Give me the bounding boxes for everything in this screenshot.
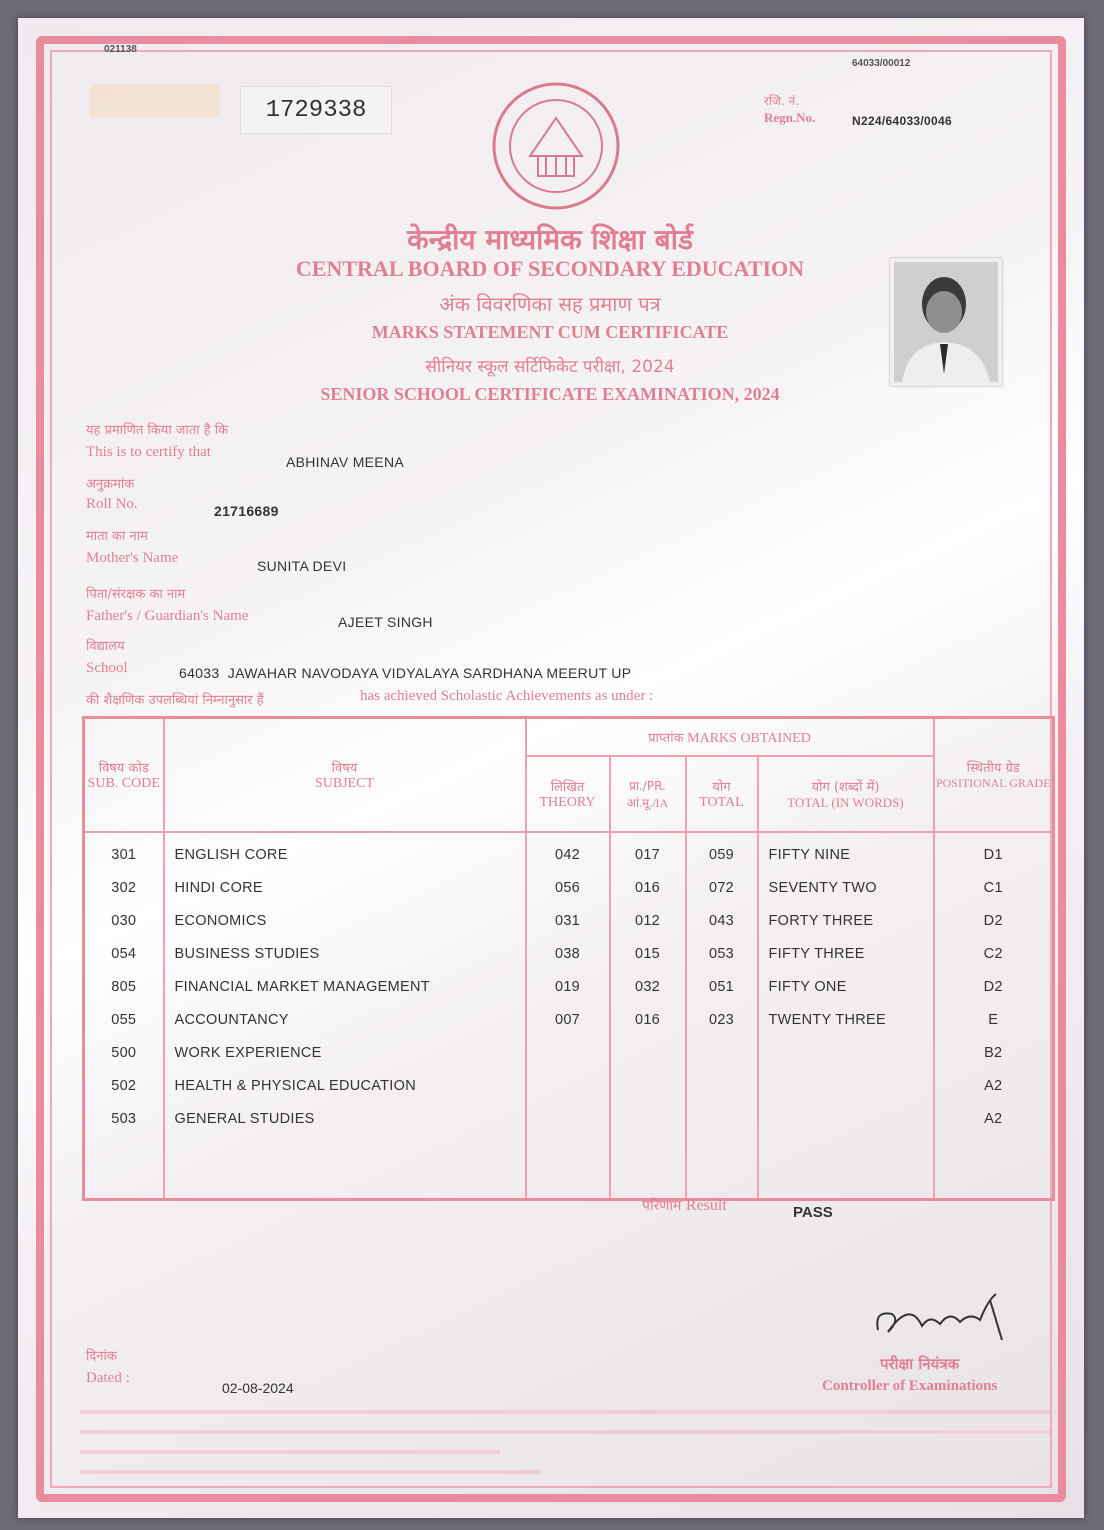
date-label-hi: दिनांक [86,1349,117,1364]
theory-marks: 019 [526,975,610,1008]
theory-marks: 031 [526,909,610,942]
practical-marks: 032 [610,975,686,1008]
subject-code: 302 [84,876,164,909]
total-in-words: FIFTY THREE [758,942,934,975]
subject-code: 502 [84,1074,164,1107]
hologram-sticker [90,84,220,118]
footnote-line [80,1430,1050,1434]
result-label: परिणाम Result [642,1197,727,1214]
candidate-name: ABHINAV MEENA [286,454,404,470]
subject-code: 503 [84,1107,164,1140]
regn-label-en: Regn.No. [764,110,816,125]
total-marks: 043 [686,909,758,942]
controller-signature-icon [870,1290,1010,1350]
mother-label-hi: माता का नाम [86,529,148,544]
marks-table [82,716,1055,1201]
col-grade-header: स्थितीय ग्रेड POSITIONAL GRADE [934,718,1054,833]
father-name: AJEET SINGH [338,614,433,630]
subject-code: 030 [84,909,164,942]
total-marks: 059 [686,832,758,876]
footnote-line [80,1450,500,1454]
table-row [84,876,1054,909]
controller-label-hi: परीक्षा नियंत्रक [880,1355,960,1373]
exam-title-hi: सीनियर स्कूल सर्टिफिकेट परीक्षा, 2024 [425,357,675,377]
certify-label-en: This is to certify that [86,444,211,460]
certify-label-hi: यह प्रमाणित किया जाता है कि [86,423,229,438]
col-code-header: विषय कोड SUB. CODE [84,718,164,833]
table-row [84,1008,1054,1041]
roll-number: 21716689 [214,503,279,519]
mother-name: SUNITA DEVI [257,558,347,574]
table-row [84,1041,1054,1074]
subject-name: FINANCIAL MARKET MANAGEMENT [164,975,526,1008]
roll-label-hi: अनुक्रमांक [86,477,135,492]
theory-marks: 007 [526,1008,610,1041]
father-label-hi: पिता/संरक्षक का नाम [86,587,186,602]
subject-name: ACCOUNTANCY [164,1008,526,1041]
table-row [84,1074,1054,1107]
grade: D2 [934,975,1054,1008]
theory-marks [526,1107,610,1140]
total-in-words: TWENTY THREE [758,1008,934,1041]
total-in-words: FIFTY ONE [758,975,934,1008]
grade: A2 [934,1107,1054,1140]
theory-marks: 038 [526,942,610,975]
col-total-header: योग TOTAL [686,756,758,832]
subject-code: 054 [84,942,164,975]
practical-marks [610,1074,686,1107]
school-label-hi: विद्यालय [86,639,125,654]
col-theory-header: लिखित THEORY [526,756,610,832]
school-name: 64033 JAWAHAR NAVODAYA VIDYALAYA SARDHANA MEERUT UP [179,665,632,681]
total-in-words [758,1041,934,1074]
theory-marks: 056 [526,876,610,909]
cbse-emblem-icon [490,80,622,212]
serial-number: 1729338 [240,86,392,134]
total-marks: 053 [686,942,758,975]
total-in-words: SEVENTY TWO [758,876,934,909]
total-in-words: FIFTY NINE [758,832,934,876]
subject-code: 500 [84,1041,164,1074]
grade: E [934,1008,1054,1041]
marks-table-body [84,832,1054,1200]
col-pr-header: प्रा./PR. आं.मू./IA [610,756,686,832]
doc-title-hi: अंक विवरणिका सह प्रमाण पत्र [439,292,661,316]
practical-marks: 016 [610,1008,686,1041]
school-label-en: School [86,660,128,676]
subject-name: HINDI CORE [164,876,526,909]
total-in-words [758,1107,934,1140]
subject-name: ENGLISH CORE [164,832,526,876]
practical-marks: 017 [610,832,686,876]
father-label-en: Father's / Guardian's Name [86,608,249,624]
total-in-words [758,1074,934,1107]
practical-marks [610,1107,686,1140]
practical-marks: 015 [610,942,686,975]
achieved-label-hi: की शैक्षणिक उपलब्धियां निम्नानुसार हैं [86,693,264,708]
subject-name: HEALTH & PHYSICAL EDUCATION [164,1074,526,1107]
grade: C1 [934,876,1054,909]
mother-label-en: Mother's Name [86,550,179,566]
grade: D2 [934,909,1054,942]
board-name-hi: केन्द्रीय माध्यमिक शिक्षा बोर्ड [407,223,693,256]
grade: A2 [934,1074,1054,1107]
practical-marks [610,1041,686,1074]
date-label-en: Dated : [86,1370,130,1386]
total-marks [686,1107,758,1140]
table-row [84,909,1054,942]
col-words-header: योग (शब्दों में) TOTAL (IN WORDS) [758,756,934,832]
total-in-words: FORTY THREE [758,909,934,942]
footnote-line [80,1470,540,1474]
total-marks [686,1074,758,1107]
board-name-en: CENTRAL BOARD OF SECONDARY EDUCATION [295,256,805,281]
issue-date: 02-08-2024 [222,1380,294,1396]
total-marks: 023 [686,1008,758,1041]
footnote-line [80,1410,1050,1414]
subject-name: ECONOMICS [164,909,526,942]
roll-label-en: Roll No. [86,496,138,512]
controller-label-en: Controller of Examinations [822,1378,998,1394]
subject-code: 805 [84,975,164,1008]
subject-name: GENERAL STUDIES [164,1107,526,1140]
theory-marks [526,1041,610,1074]
student-photo [890,258,1002,386]
grade: C2 [934,942,1054,975]
grade: B2 [934,1041,1054,1074]
regn-label-hi: रजि. नं. [764,94,800,108]
practical-marks: 012 [610,909,686,942]
left-code: 021138 [104,44,137,55]
exam-title-en: SENIOR SCHOOL CERTIFICATE EXAMINATION, 2024 [320,384,780,404]
right-code: 64033/00012 [852,58,911,69]
achieved-label-en: has achieved Scholastic Achievements as under : [360,688,654,704]
table-row [84,975,1054,1008]
subject-name: BUSINESS STUDIES [164,942,526,975]
table-row [84,942,1054,975]
theory-marks [526,1074,610,1107]
marks-obtained-header: प्राप्तांक MARKS OBTAINED [526,718,934,757]
total-marks: 051 [686,975,758,1008]
theory-marks: 042 [526,832,610,876]
col-subject-header: विषय SUBJECT [164,718,526,833]
subject-code: 301 [84,832,164,876]
subject-name: WORK EXPERIENCE [164,1041,526,1074]
table-row [84,832,1054,876]
doc-title-en: MARKS STATEMENT CUM CERTIFICATE [371,322,729,342]
grade: D1 [934,832,1054,876]
total-marks [686,1041,758,1074]
total-marks: 072 [686,876,758,909]
practical-marks: 016 [610,876,686,909]
result-value: PASS [793,1204,833,1221]
table-row [84,1107,1054,1140]
subject-code: 055 [84,1008,164,1041]
regn-value: N224/64033/0046 [852,114,952,128]
